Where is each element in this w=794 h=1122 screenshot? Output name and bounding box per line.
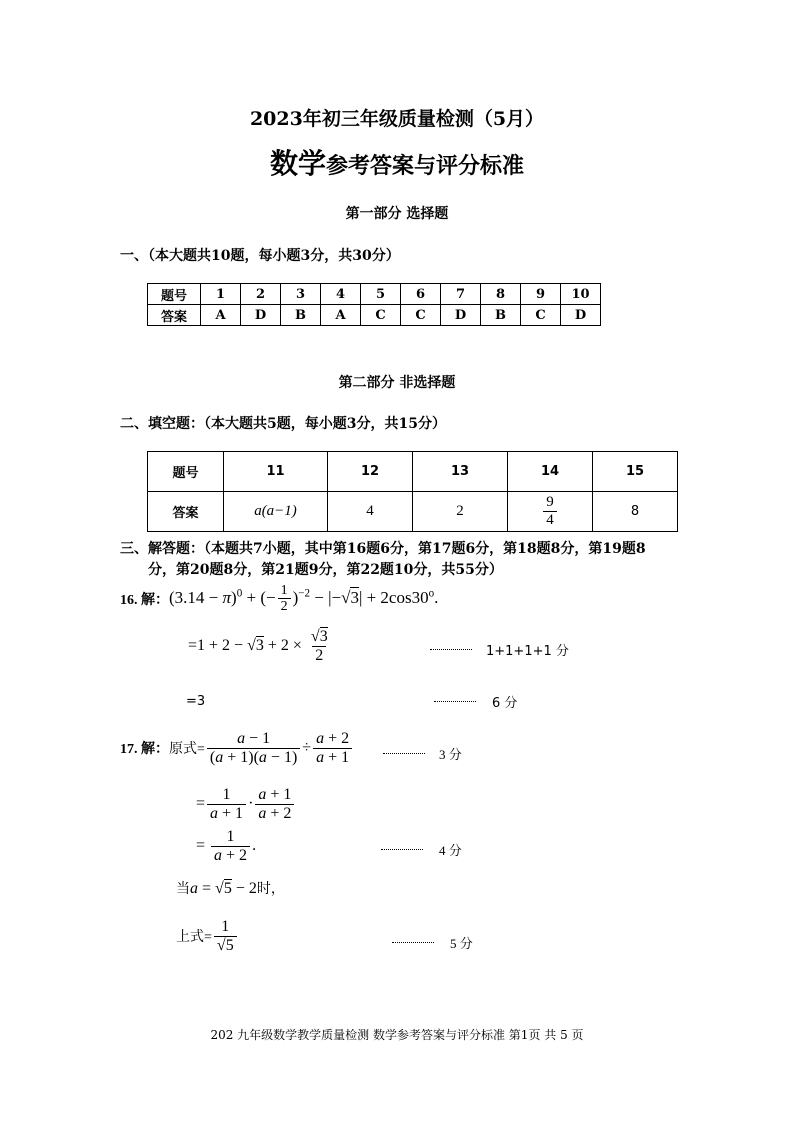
table-header-question: 题号 bbox=[148, 452, 224, 492]
answer-cell: C bbox=[361, 305, 401, 326]
fill-answer-table bbox=[147, 451, 678, 532]
table-row bbox=[148, 452, 678, 492]
table-header-answer: 答案 bbox=[148, 305, 201, 326]
document-subtitle bbox=[0, 142, 794, 182]
answer-cell: D bbox=[241, 305, 281, 326]
fill-section-label: 二、填空题：（本大题共5题，每小题3分，共15分） bbox=[120, 416, 446, 432]
q17-when-prefix: 当 bbox=[176, 882, 190, 897]
dotted-leader bbox=[434, 701, 476, 702]
q16-formula: $(3.14 - \pi)^0$ + (− $\frac{1}{2}$ )$^{-2} - |-√3| + 2\cos 30^o$. bbox=[169, 583, 439, 615]
part1-section-label: 一、（本大题共10题，每小题3分，共30分） bbox=[120, 248, 400, 264]
answer-cell: 2 bbox=[413, 492, 508, 532]
answer-cell: A bbox=[321, 305, 361, 326]
q16-score2: 6 分 bbox=[492, 696, 518, 711]
answer-cell: A bbox=[201, 305, 241, 326]
part1-heading: 第一部分 选择题 bbox=[345, 206, 449, 222]
subject-name: 数学 bbox=[269, 147, 326, 180]
dotted-leader bbox=[430, 649, 472, 650]
question-number: 14 bbox=[508, 452, 593, 492]
q17-shangshi: 上式= bbox=[176, 930, 212, 946]
answer-cell: B bbox=[281, 305, 321, 326]
question-number: 13 bbox=[413, 452, 508, 492]
q17-when-line: 当a = √5 − 2时， bbox=[176, 880, 285, 897]
question-number: 11 bbox=[224, 452, 328, 492]
question-number: 9 bbox=[521, 284, 561, 305]
dotted-leader bbox=[383, 753, 425, 754]
question-number: 8 bbox=[481, 284, 521, 305]
answer-cell: D bbox=[561, 305, 601, 326]
answer-cell: 8 bbox=[593, 492, 678, 532]
table-row bbox=[148, 305, 601, 326]
answer-cell: D bbox=[441, 305, 481, 326]
q16-score1-row bbox=[430, 640, 569, 659]
dotted-leader bbox=[381, 849, 423, 850]
subtitle-text: 参考答案与评分标准 bbox=[326, 153, 525, 179]
q16-score2-row bbox=[434, 692, 517, 711]
q17-score2-row bbox=[381, 840, 462, 859]
table-header-answer: 答案 bbox=[148, 492, 224, 532]
document-title: 2023年初三年级质量检测（5月） bbox=[249, 108, 545, 130]
solve-section-label-line2: 分，第20题8分，第21题9分，第22题10分，共55分） bbox=[148, 562, 503, 578]
answer-cell bbox=[508, 492, 593, 532]
q16-score1: 1+1+1+1 分 bbox=[486, 644, 569, 659]
q16-step1-formula: =1 + 2 − √3 + 2 × $\frac{√3}{2}$ bbox=[188, 628, 328, 664]
answer-cell: a(a−1) bbox=[224, 492, 328, 532]
q17-score3: 5 分 bbox=[450, 936, 473, 951]
q17-when-suffix: 时， bbox=[256, 882, 285, 897]
answer-cell: C bbox=[521, 305, 561, 326]
question-number: 1 bbox=[201, 284, 241, 305]
q17-score1: 3 分 bbox=[439, 747, 462, 762]
table-row bbox=[148, 284, 601, 305]
q17-fraction2: $\frac{a + 2}{a + 1}$ bbox=[313, 730, 352, 767]
q17-step3: = $\frac{1}{a + 2}$ . bbox=[196, 828, 257, 864]
q17-score3-row bbox=[392, 933, 473, 952]
q17-score1-row bbox=[383, 744, 462, 763]
q17-step2: = $\frac{1}{a + 1}$ · $\frac{a + 1}{a + 2}$ bbox=[196, 786, 296, 823]
question-number: 6 bbox=[401, 284, 441, 305]
q17-fraction1: $\frac{a - 1}{(a + 1)(a - 1)}$ bbox=[207, 730, 300, 767]
question-number: 10 bbox=[561, 284, 601, 305]
answer-cell: B bbox=[481, 305, 521, 326]
choice-answer-table bbox=[147, 283, 601, 326]
answer-cell: C bbox=[401, 305, 441, 326]
question-number: 5 bbox=[361, 284, 401, 305]
fraction-answer: $\frac{9}{4}$ bbox=[543, 494, 557, 529]
question-number: 15 bbox=[593, 452, 678, 492]
q17-yuanshi: 原式= bbox=[169, 742, 205, 758]
q16-label: 16. 解： bbox=[120, 593, 169, 609]
question-number: 4 bbox=[321, 284, 361, 305]
q16-expression bbox=[120, 583, 438, 615]
q17-final: 上式= $\frac{1}{√5}$ bbox=[176, 918, 239, 955]
question-number: 7 bbox=[441, 284, 481, 305]
table-row bbox=[148, 492, 678, 532]
q17-score2: 4 分 bbox=[439, 843, 462, 858]
question-number: 3 bbox=[281, 284, 321, 305]
dotted-leader bbox=[392, 942, 434, 943]
table-header-question: 题号 bbox=[148, 284, 201, 305]
page-footer: 202 九年级数学教学质量检测 数学参考答案与评分标准 第1页 共 5 页 bbox=[210, 1028, 584, 1042]
part2-heading: 第二部分 非选择题 bbox=[338, 375, 456, 391]
q16-result: =3 bbox=[186, 694, 206, 709]
solve-section-label-line1: 三、解答题：（本题共7小题，其中第16题6分，第17题6分，第18题8分，第19题8 bbox=[120, 541, 646, 557]
question-number: 2 bbox=[241, 284, 281, 305]
q16-step1 bbox=[188, 628, 333, 665]
question-number: 12 bbox=[328, 452, 413, 492]
answer-cell: 4 bbox=[328, 492, 413, 532]
q17-label: 17. 解： bbox=[120, 742, 169, 758]
q17-expression: 17. 解： 原式= $\frac{a - 1}{(a + 1)(a - 1)}$ ÷ $\frac{a + 2}{a + 1}$ bbox=[120, 730, 354, 767]
